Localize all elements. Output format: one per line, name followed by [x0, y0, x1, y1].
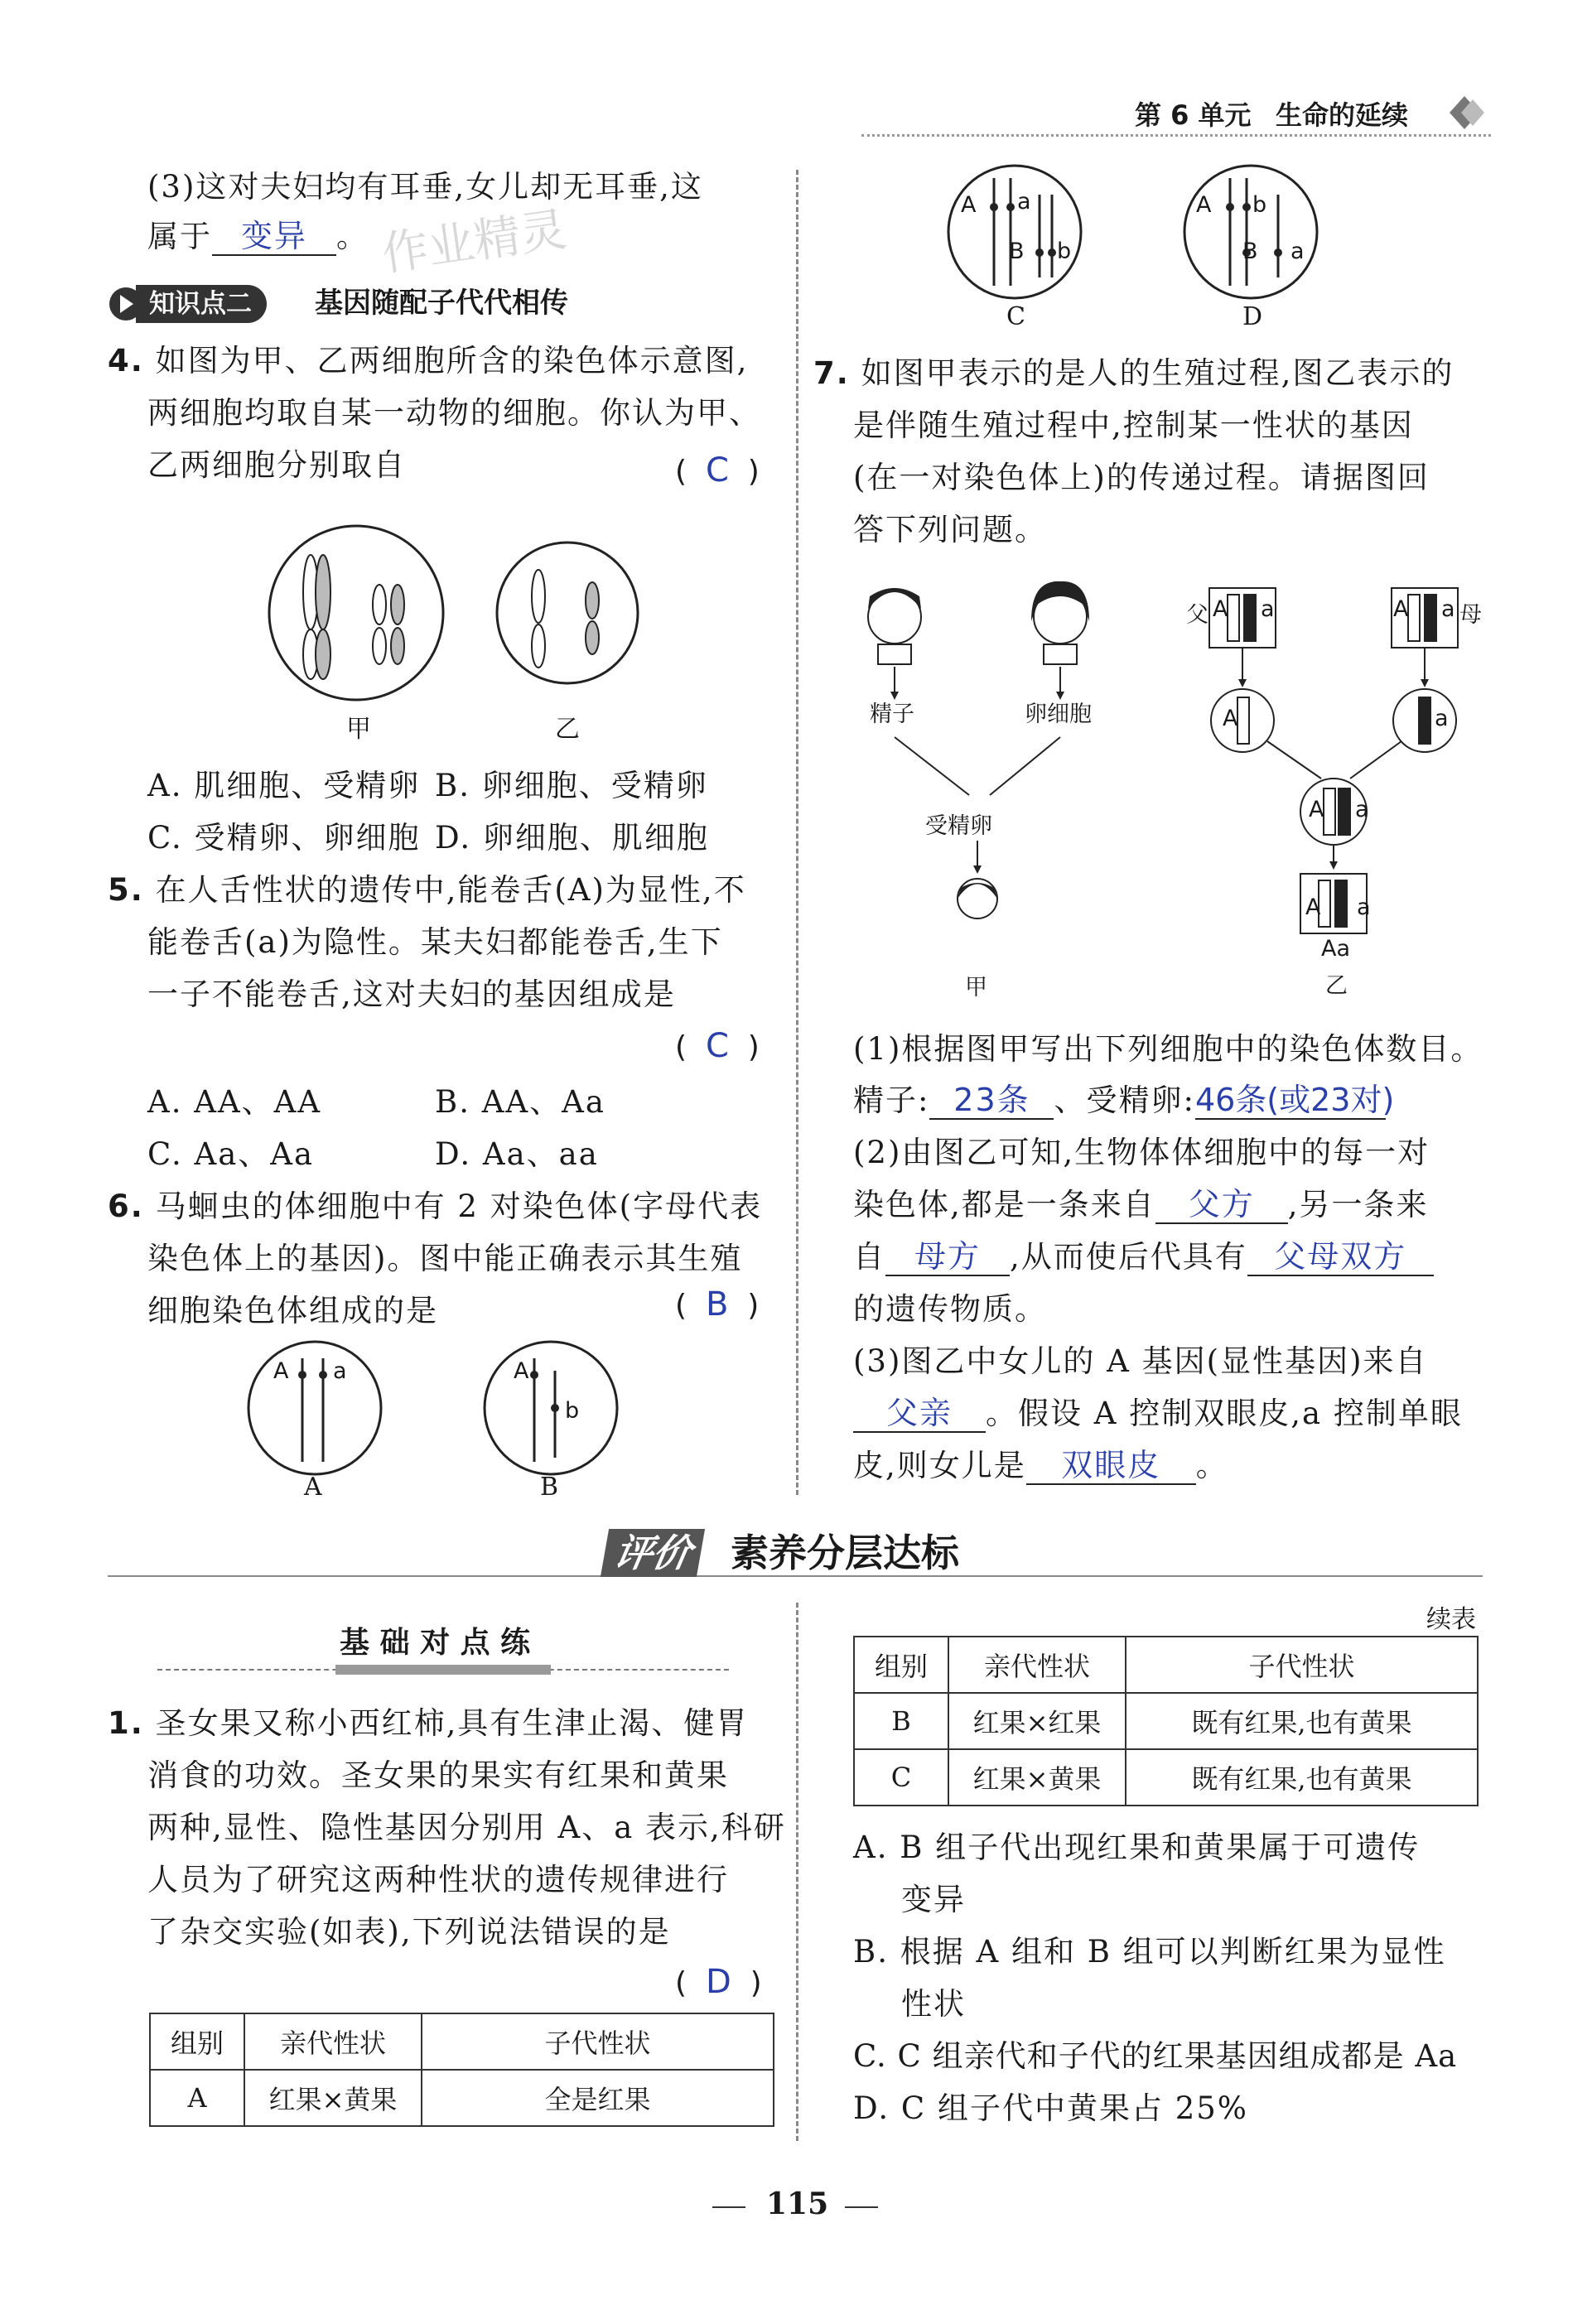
q6-cell-d	[1180, 162, 1329, 311]
cross-table-part-2	[853, 1636, 1479, 1806]
fig-mother-label: 母	[1459, 602, 1482, 628]
fig-egg-label: 卵细胞	[1025, 702, 1092, 727]
header-diamond-icon	[1433, 89, 1491, 136]
s1-line-2: 精子: 23条 、受精卵:46条(或23对)	[853, 1082, 1395, 1118]
table-cell: 红果×黄果	[244, 2070, 422, 2126]
q6-label-d: D	[1242, 302, 1263, 331]
s1-answer-zygote: 46条(或23对)	[1194, 1082, 1395, 1118]
q4-label-yi: 乙	[555, 715, 580, 744]
q4-chromosome-figure	[257, 522, 679, 745]
s2-answer-1: 父方	[1155, 1186, 1288, 1224]
q6a-gene-a: a	[333, 1358, 347, 1384]
s2-line-2: 染色体,都是一条来自 父方 ,另一条来	[853, 1186, 1429, 1222]
table-cell: 红果×黄果	[948, 1749, 1126, 1806]
table-header-cell: 亲代性状	[948, 1637, 1126, 1693]
page-footer	[712, 2187, 878, 2228]
q3-line-1: (3)这对夫妇均有耳垂,女儿却无耳垂,这	[147, 169, 703, 205]
column-divider	[796, 170, 798, 1495]
table-cell: C	[854, 1749, 948, 1806]
s1-answer-sperm: 23条	[929, 1082, 1054, 1120]
fig-yi-gene-5: A	[1223, 706, 1238, 731]
q6d-gene-B: B	[1242, 239, 1258, 264]
q7-line-3: (在一对染色体上)的传递过程。请据图回	[853, 460, 1430, 495]
table-cell: B	[854, 1693, 948, 1749]
q6-label-a: A	[304, 1473, 322, 1502]
q6-label-b: B	[540, 1473, 559, 1502]
fig-yi-gene-3: A	[1393, 596, 1409, 622]
q6d-gene-a: a	[1290, 239, 1305, 264]
q6b-gene-b: b	[565, 1398, 580, 1424]
q6c-gene-A: A	[961, 192, 977, 218]
father-icon	[868, 588, 921, 664]
q5-answer: C	[705, 1027, 729, 1065]
q6c-gene-B: B	[1009, 239, 1025, 264]
q4-label-jia: 甲	[346, 715, 371, 744]
knowledge-title: 基因随配子代代相传	[315, 287, 568, 320]
fig-yi-gene-1: A	[1213, 596, 1228, 622]
b-q1-answer: D	[705, 1963, 731, 2001]
table-header-cell: 子代性状	[422, 2013, 774, 2070]
q4-line-1: 4. 如图为甲、乙两细胞所含的染色体示意图,	[108, 343, 749, 378]
q4-option-c: C. 受精卵、卵细胞	[147, 820, 421, 856]
s3-line-2: 父亲 。假设 A 控制双眼皮,a 控制单眼	[853, 1388, 1463, 1439]
table-row	[150, 2070, 774, 2126]
table-header-cell: 子代性状	[1126, 1637, 1478, 1693]
q7-line-2: 是伴随生殖过程中,控制某一性状的基因	[853, 407, 1414, 443]
q6-line-1: 6. 马蛔虫的体细胞中有 2 对染色体(字母代表	[108, 1189, 763, 1224]
q4-line-2: 两细胞均取自某一动物的细胞。你认为甲、	[147, 395, 761, 431]
q4-answer: C	[705, 451, 729, 489]
table-cell: 既有红果,也有黄果	[1126, 1749, 1478, 1806]
q6b-gene-A: A	[514, 1358, 529, 1384]
b-q1-line-1: 1. 圣女果又称小西红柿,具有生津止渴、健胃	[108, 1705, 749, 1741]
b-q1-line-5: 了杂交实验(如表),下列说法错误的是	[147, 1914, 671, 1950]
fig-sperm-label: 精子	[870, 702, 914, 727]
cell-jia	[269, 526, 443, 700]
q5-option-d: D. Aa、aa	[435, 1136, 599, 1172]
s3-answer-1: 父亲	[853, 1395, 986, 1433]
q5-line-3: 一子不能卷舌,这对夫妇的基因组成是	[147, 976, 676, 1012]
page-number: 115	[766, 2187, 829, 2221]
s2-line-4: 的遗传物质。	[853, 1291, 1047, 1327]
table-cell: 既有红果,也有黄果	[1126, 1693, 1478, 1749]
q6c-gene-a: a	[1017, 189, 1031, 215]
basic-practice-heading: 基 础 对 点 练	[340, 1626, 531, 1660]
knowledge-point-header	[108, 282, 638, 326]
b-option-b-line-2: 性状	[901, 1986, 966, 2022]
s2-line-1: (2)由图乙可知,生物体体细胞中的每一对	[853, 1135, 1430, 1170]
section-tag: 评价	[601, 1529, 705, 1577]
b-option-b-line-1: B. 根据 A 组和 B 组可以判断红果为显性	[853, 1934, 1446, 1970]
daughter-icon	[958, 879, 997, 919]
table-cell: 全是红果	[422, 2070, 774, 2126]
q4-option-b: B. 卵细胞、受精卵	[435, 768, 708, 803]
section-title: 素养分层达标	[731, 1531, 959, 1575]
q6-cell-c	[944, 162, 1093, 311]
s3-line-3: 皮,则女儿是 双眼皮 。	[853, 1447, 1228, 1483]
table-header-cell: 组别	[150, 2013, 244, 2070]
s3-answer-2: 双眼皮	[1026, 1447, 1196, 1485]
fig-yi-gene-2: a	[1261, 596, 1275, 622]
q6-cell-b	[480, 1338, 630, 1487]
s2-answer-2: 母方	[885, 1238, 1010, 1276]
fig-yi-gene-10: a	[1357, 894, 1371, 920]
fig-yi-gene-9: A	[1305, 894, 1321, 920]
q6-label-c: C	[1006, 302, 1025, 331]
table-row	[854, 1749, 1478, 1806]
subheading-block	[157, 1619, 729, 1677]
q7-figure-jia	[853, 571, 1126, 977]
continued-label: 续表	[1426, 1605, 1476, 1634]
s1-line-1: (1)根据图甲写出下列细胞中的染色体数目。	[853, 1031, 1483, 1067]
cell-yi	[497, 542, 638, 683]
b-option-a-line-1: A. B 组子代出现红果和黄果属于可遗传	[853, 1830, 1421, 1865]
q5-line-2: 能卷舌(a)为隐性。某夫妇都能卷舌,生下	[147, 924, 723, 960]
q6-answer: B	[705, 1285, 729, 1324]
fig-yi-gene-7: A	[1309, 797, 1324, 822]
footer-dash-right	[845, 2206, 878, 2208]
fig-yi-label: 乙	[1325, 973, 1348, 999]
knowledge-badge: 知识点二	[136, 285, 267, 323]
q3-line-2: 属于 变异 。	[147, 218, 369, 254]
fig-father-label: 父	[1186, 602, 1208, 628]
fig-yi-gene-6: a	[1435, 706, 1449, 731]
q5-option-b: B. AA、Aa	[435, 1084, 605, 1120]
b-option-c: C. C 组亲代和子代的红果基因组成都是 Aa	[853, 2038, 1458, 2074]
q6-cell-a	[244, 1338, 393, 1487]
q5-answer-bracket: ( C )	[675, 1027, 760, 1065]
b-q1-line-2: 消食的功效。圣女果的果实有红果和黄果	[147, 1757, 729, 1793]
q4-option-d: D. 卵细胞、肌细胞	[435, 820, 709, 856]
unit-title: 生命的延续	[1276, 99, 1409, 131]
footer-dash-left	[712, 2206, 745, 2208]
table-header-cell: 组别	[854, 1637, 948, 1693]
mother-icon	[1031, 581, 1089, 664]
fig-zygote-label: 受精卵	[925, 813, 992, 839]
q4-option-a: A. 肌细胞、受精卵	[147, 768, 421, 803]
fig-jia-label: 甲	[965, 975, 987, 1000]
q5-line-1: 5. 在人舌性状的遗传中,能卷舌(A)为显性,不	[108, 872, 746, 908]
q6-answer-bracket: ( B )	[675, 1285, 760, 1324]
b-option-a-line-2: 变异	[901, 1882, 966, 1917]
q6-line-3: 细胞染色体组成的是	[147, 1293, 438, 1328]
q7-line-1: 7. 如图甲表示的是人的生殖过程,图乙表示的	[813, 355, 1455, 391]
cross-table-part-1	[149, 2013, 774, 2127]
table-header-cell: 亲代性状	[244, 2013, 422, 2070]
column-divider-bottom	[796, 1603, 798, 2141]
s2-answer-3: 父母双方	[1247, 1238, 1434, 1276]
fig-yi-gene-4: a	[1441, 596, 1455, 622]
b-option-d: D. C 组子代中黄果占 25%	[853, 2090, 1248, 2126]
running-header	[861, 89, 1491, 136]
fig-Aa-label: Aa	[1321, 936, 1351, 962]
b-q1-line-3: 两种,显性、隐性基因分别用 A、a 表示,科研	[147, 1810, 786, 1845]
table-header-row	[150, 2013, 774, 2070]
table-cell: A	[150, 2070, 244, 2126]
section-header	[108, 1524, 1483, 1590]
fig-yi-gene-8: a	[1355, 797, 1369, 822]
table-cell: 红果×红果	[948, 1693, 1126, 1749]
q6-line-2: 染色体上的基因)。图中能正确表示其生殖	[147, 1241, 743, 1276]
q4-answer-bracket: ( C )	[675, 451, 760, 489]
watermark: 作业精灵	[379, 202, 571, 282]
q6a-gene-A: A	[273, 1358, 289, 1384]
q6d-gene-b: b	[1252, 192, 1267, 218]
q7-line-4: 答下列问题。	[853, 512, 1047, 547]
b-q1-line-4: 人员为了研究这两种性状的遗传规律进行	[147, 1862, 729, 1897]
header-rule	[861, 134, 1491, 137]
q6c-gene-b: b	[1057, 239, 1072, 264]
table-row	[854, 1693, 1478, 1749]
s3-line-1: (3)图乙中女儿的 A 基因(显性基因)来自	[853, 1343, 1428, 1379]
q4-line-3: 乙两细胞分别取自	[147, 447, 406, 483]
subheading-bar	[335, 1665, 551, 1675]
q6d-gene-A: A	[1196, 192, 1212, 218]
q5-option-c: C. Aa、Aa	[147, 1136, 315, 1172]
s2-line-3: 自 母方 ,从而使后代具有 父母双方	[853, 1232, 1434, 1283]
b-q1-answer-bracket: ( D )	[675, 1963, 762, 2001]
q7-figure-yi	[1184, 580, 1499, 969]
table-header-row	[854, 1637, 1478, 1693]
unit-label: 第 6 单元	[1135, 99, 1252, 131]
q3-answer: 变异	[212, 218, 336, 256]
q5-option-a: A. AA、AA	[147, 1084, 322, 1120]
